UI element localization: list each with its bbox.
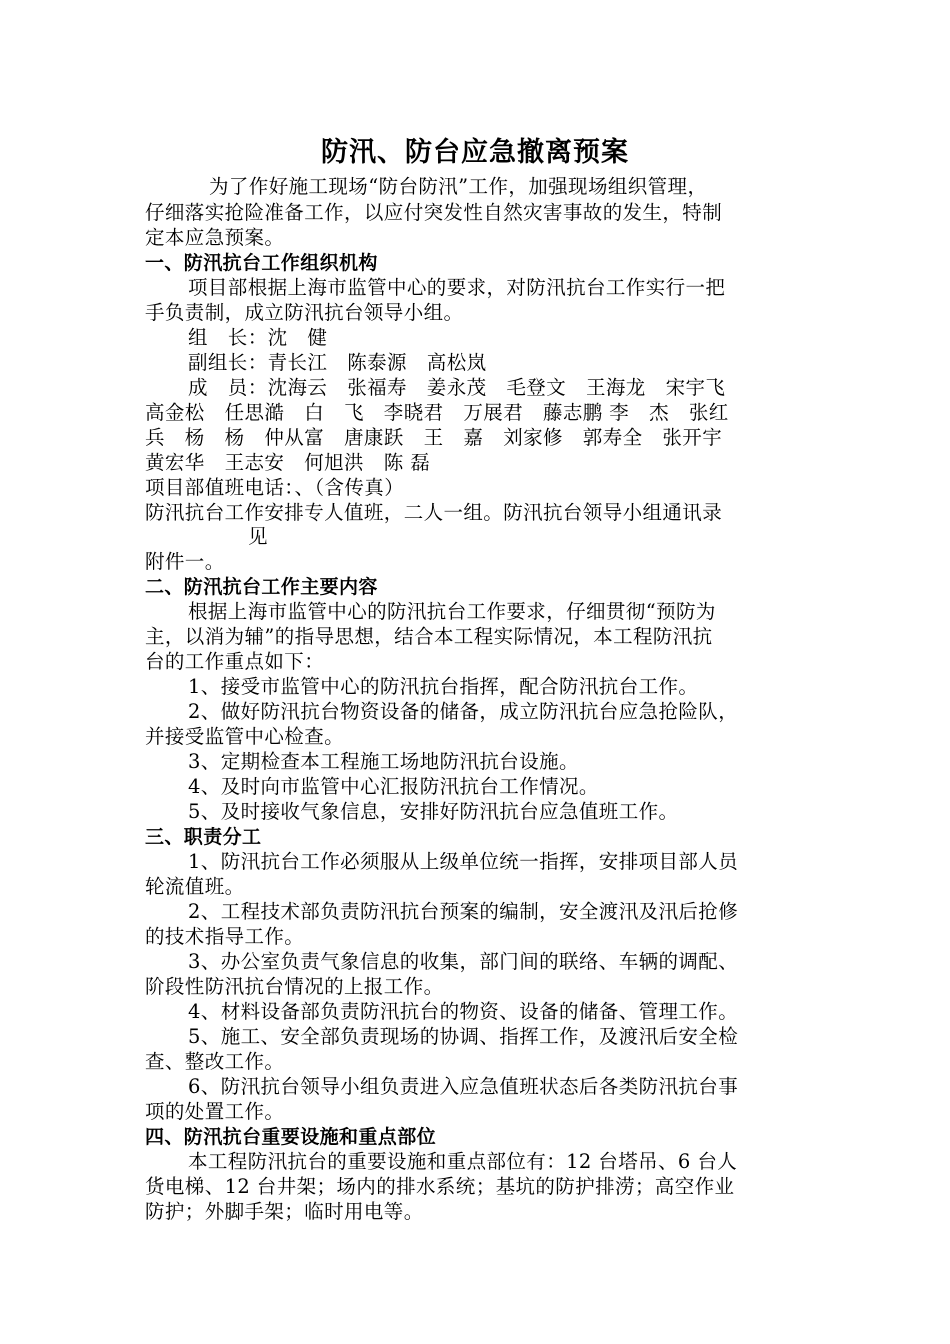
paragraph-line: 主，以消为辅”的指导思想，结合本工程实际情况，本工程防汛抗 xyxy=(145,625,713,648)
members-line: 高金松 任思澔 白 飞 李晓君 万展君 藤志鹏 李 杰 张红 xyxy=(145,401,729,424)
paragraph-line: 防护；外脚手架；临时用电等。 xyxy=(145,1200,424,1223)
list-item: 的技术指导工作。 xyxy=(145,925,305,948)
list-item: 5、施工、安全部负责现场的协调、指挥工作，及渡汛后安全检 xyxy=(188,1025,739,1048)
members-line: 兵 杨 杨 仲从富 唐康跃 王 嘉 刘家修 郭寿全 张开宇 xyxy=(145,426,723,449)
deputy-leader-line: 副组长：青长江 陈泰源 高松岚 xyxy=(188,351,487,374)
list-item: 3、定期检查本工程施工场地防汛抗台设施。 xyxy=(188,750,579,773)
members-line: 黄宏华 王志安 何旭洪 陈 磊 xyxy=(145,451,431,474)
list-item: 2、工程技术部负责防汛抗台预案的编制，安全渡汛及汛后抢修 xyxy=(188,900,739,923)
list-item: 6、防汛抗台领导小组负责进入应急值班状态后各类防汛抗台事 xyxy=(188,1075,739,1098)
duty-phone-line: 项目部值班电话：、（含传真） xyxy=(145,476,405,499)
paragraph-line: 项目部根据上海市监管中心的要求，对防汛抗台工作实行一把 xyxy=(188,276,726,299)
paragraph-line: 附件一。 xyxy=(145,550,225,573)
list-item: 项的处置工作。 xyxy=(145,1100,285,1123)
list-item: 4、材料设备部负责防汛抗台的物资、设备的储备、管理工作。 xyxy=(188,1000,739,1023)
list-item: 5、及时接收气象信息，安排好防汛抗台应急值班工作。 xyxy=(188,800,679,823)
list-item: 查、整改工作。 xyxy=(145,1050,285,1073)
intro-line: 仔细落实抢险准备工作，以应付突发性自然灾害事故的发生，特制 xyxy=(145,201,723,224)
list-item: 4、及时向市监管中心汇报防汛抗台工作情况。 xyxy=(188,775,599,798)
section-heading-1: 一、防汛抗台工作组织机构 xyxy=(145,252,378,274)
list-item: 1、接受市监管中心的防汛抗台指挥，配合防汛抗台工作。 xyxy=(188,675,699,698)
paragraph-line: 根据上海市监管中心的防汛抗台工作要求，仔细贯彻“预防为 xyxy=(188,600,716,623)
section-heading-2: 二、防汛抗台工作主要内容 xyxy=(145,576,378,598)
list-item: 并接受监管中心检查。 xyxy=(145,725,345,748)
list-item: 3、办公室负责气象信息的收集，部门间的联络、车辆的调配、 xyxy=(188,950,739,973)
intro-line: 定本应急预案。 xyxy=(145,226,285,249)
list-item: 1、防汛抗台工作必须服从上级单位统一指挥，安排项目部人员 xyxy=(188,850,739,873)
paragraph-line: 台的工作重点如下： xyxy=(145,650,325,673)
leader-line: 组 长：沈 健 xyxy=(188,326,328,349)
section-heading-4: 四、防汛抗台重要设施和重点部位 xyxy=(145,1126,437,1148)
members-line: 成 员：沈海云 张福寿 姜永茂 毛登文 王海龙 宋宇飞 xyxy=(188,376,726,399)
page-title: 防汛、防台应急撤离预案 xyxy=(321,137,629,168)
paragraph-line: 防汛抗台工作安排专人值班，二人一组。防汛抗台领导小组通讯录 xyxy=(145,501,723,524)
section-heading-3: 三、职责分工 xyxy=(145,826,262,848)
paragraph-line: 手负责制，成立防汛抗台领导小组。 xyxy=(145,301,464,324)
list-item: 轮流值班。 xyxy=(145,875,245,898)
intro-line: 为了作好施工现场“防台防汛”工作，加强现场组织管理， xyxy=(209,175,708,198)
paragraph-line: 本工程防汛抗台的重要设施和重点部位有：12 台塔吊、6 台人 xyxy=(188,1150,738,1173)
list-item: 2、做好防汛抗台物资设备的储备，成立防汛抗台应急抢险队， xyxy=(188,700,739,723)
paragraph-line: 见 xyxy=(248,525,268,548)
paragraph-line: 货电梯、12 台井架；场内的排水系统；基坑的防护排涝；高空作业 xyxy=(145,1175,735,1198)
list-item: 阶段性防汛抗台情况的上报工作。 xyxy=(145,975,444,998)
